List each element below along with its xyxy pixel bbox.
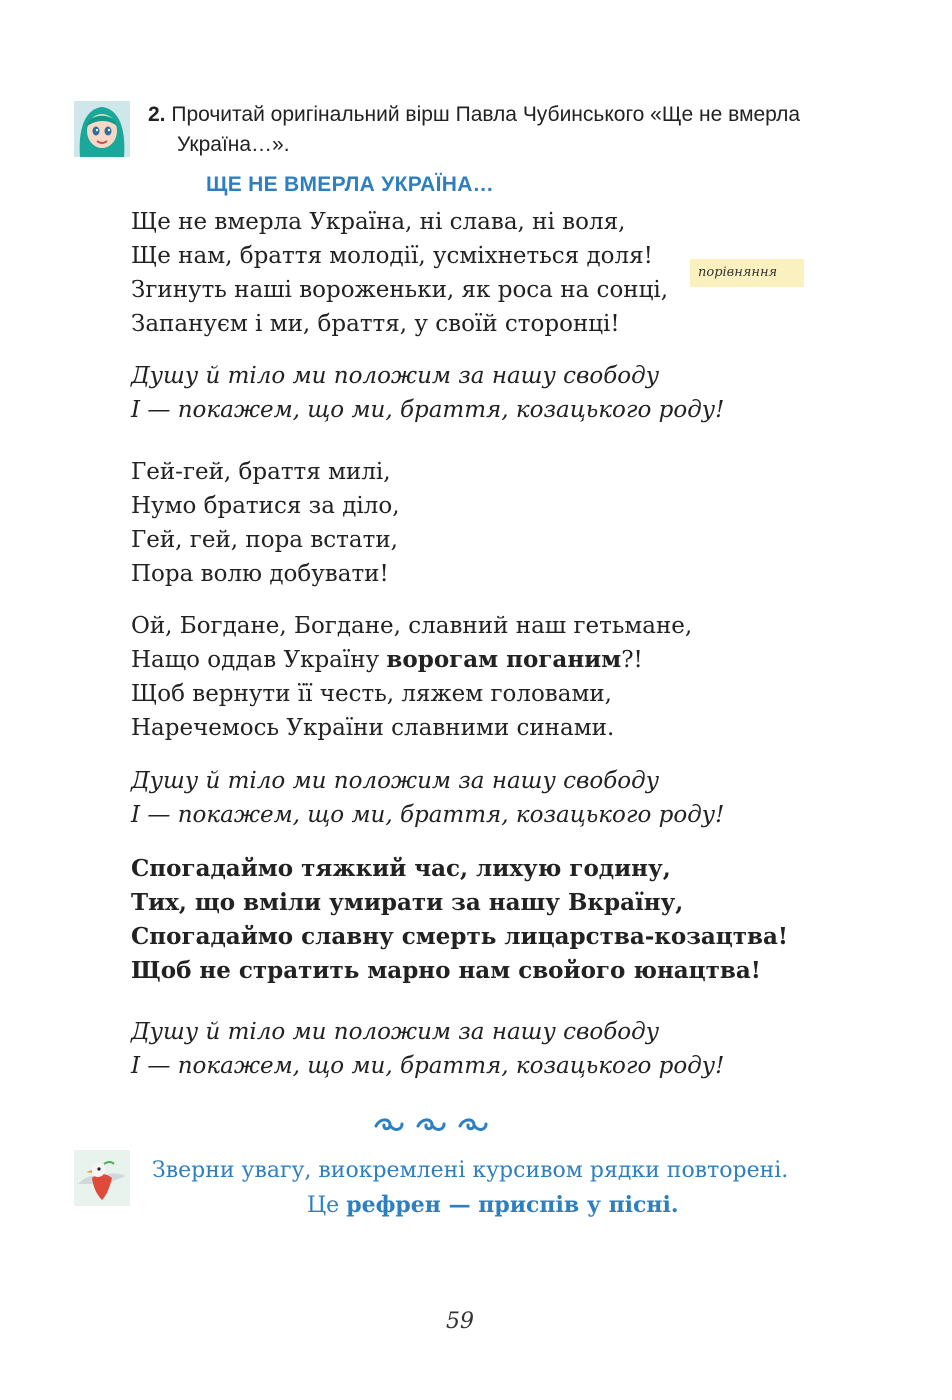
poem-line: Тих, що вміли умирати за нашу Вкраїну, [131,889,684,916]
refrain-line: І — покажем, що ми, браття, козацького роду! [131,1053,725,1079]
refrain-3 [131,1015,724,1083]
stanza-2 [131,455,400,591]
task-text-line2: Україна…». [177,133,290,156]
attention-note [152,1153,852,1223]
refrain-line: Душу й тіло ми положим за нашу свободу [131,1019,660,1045]
poem-line: Наречемось України славними синами. [131,715,615,741]
attention-term: рефрен — приспів у пісні. [346,1192,679,1218]
refrain-1 [131,359,724,427]
ornament-divider-icon [372,1112,494,1138]
poem-line: Ще нам, браття молодії, усміхнеться доля! [131,243,653,269]
poem-line-part: ?! [621,647,643,673]
bird-icon [74,1150,130,1206]
poem-line: Запануєм і ми, браття, у своїй сторонці! [131,311,620,337]
poem-line: Ще не вмерла Україна, ні слава, ні воля, [131,209,626,235]
poem-line: Щоб вернути її честь, ляжем головами, [131,681,612,707]
poem-line: Згинуть наші вороженьки, як роса на сонці, [131,277,669,303]
girl-avatar-icon [74,101,130,157]
attention-line2 [152,1188,852,1223]
stanza-3 [131,609,692,745]
stanza-1 [131,205,668,341]
poem-line [131,643,692,677]
poem-line-part: Нащо оддав Україну [131,647,387,673]
margin-note: порівняння [690,259,804,287]
task-number: 2. [148,103,166,126]
poem-line-bold-part: ворогам поганим [386,646,622,673]
refrain-line: Душу й тіло ми положим за нашу свободу [131,768,660,794]
refrain-line: І — покажем, що ми, браття, козацького роду! [131,397,725,423]
task-instruction [148,100,868,160]
attention-line2-start: Це [307,1193,347,1218]
poem-line: Нумо братися за діло, [131,493,400,519]
poem-title: ЩЕ НЕ ВМЕРЛА УКРАЇНА… [206,173,494,196]
stanza-4 [131,852,788,988]
refrain-line: Душу й тіло ми положим за нашу свободу [131,363,660,389]
poem-line: Спогадаймо тяжкий час, лихую годину, [131,855,671,882]
attention-line1: Зверни увагу, виокремлені курсивом рядки повторені. [152,1158,789,1183]
page-number: 59 [446,1309,474,1334]
poem-line: Ой, Богдане, Богдане, славний наш гетьмане, [131,613,693,639]
refrain-2 [131,764,724,832]
poem-line: Гей-гей, браття милі, [131,459,391,485]
task-text-line1: Прочитай оригінальний вірш Павла Чубинського «Ще не вмерла [165,103,801,126]
poem-line: Пора волю добувати! [131,561,389,587]
poem-line: Гей, гей, пора встати, [131,527,398,553]
poem-line: Спогадаймо славну смерть лицарства-козацтва! [131,923,789,950]
refrain-line: І — покажем, що ми, браття, козацького роду! [131,802,725,828]
poem-line: Щоб не стратить марно нам свойого юнацтва! [131,957,761,984]
